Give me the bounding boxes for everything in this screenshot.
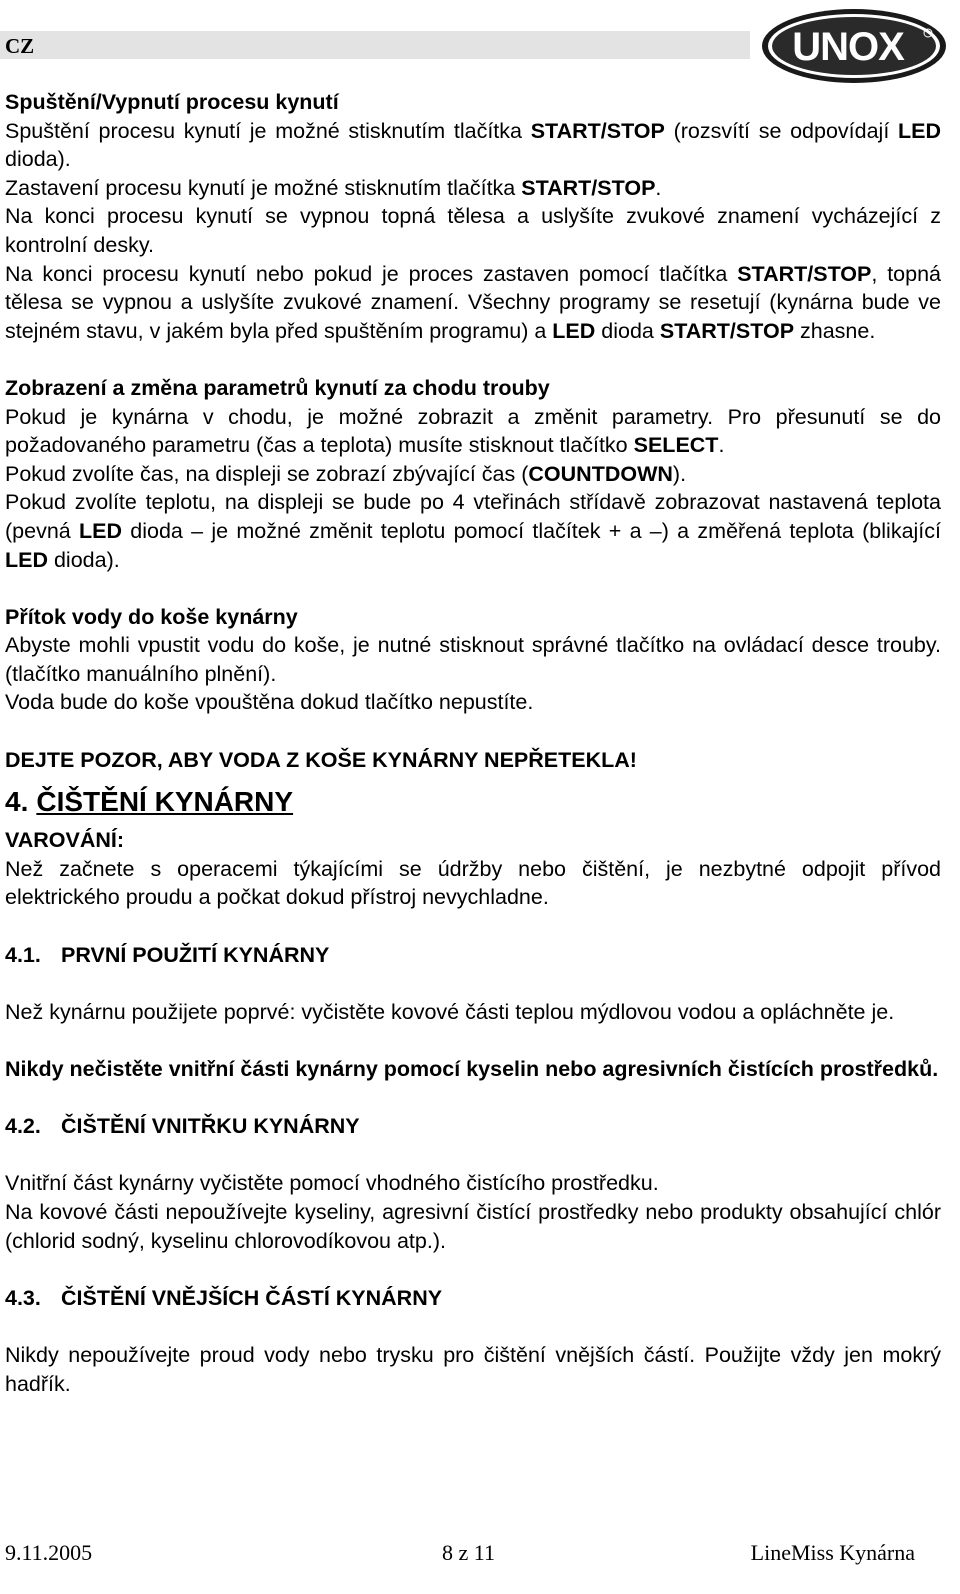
footer-page-number: 8 z 11 <box>442 1540 495 1565</box>
section-first-use <box>5 941 941 1084</box>
document-body <box>5 88 941 1398</box>
paragraph: Nikdy nečistěte vnitřní části kynárny pomocí kyselin nebo agresivních čistících prostředků. <box>5 1057 939 1081</box>
paragraph: Zastavení procesu kynutí je možné stisknutím tlačítka START/STOP. <box>5 175 662 200</box>
section-proofing-start-stop <box>5 88 941 345</box>
warning-heading: VAROVÁNÍ: <box>5 828 125 853</box>
paragraph: Pokud zvolíte teplotu, na displeji se bude po 4 vteřinách střídavě zobrazovat nastavená teplota (pevná LED dioda – je možné změnit teplotu pomocí tlačítek + a –) a změřená teplota (blikající LED dioda). <box>5 490 942 572</box>
language-code: CZ <box>5 34 35 58</box>
warning-text: DEJTE POZOR, ABY VODA Z KOŠE KYNÁRNY NEPŘETEKLA! <box>5 747 637 772</box>
footer-document-title: LineMiss Kynárna <box>750 1540 915 1565</box>
paragraph: Pokud je kynárna v chodu, je možné zobrazit a změnit parametry. Pro přesunutí se do požadovaného parametru (čas a teplota) musíte stisknout tlačítko SELECT. <box>5 404 941 458</box>
section-heading: Přítok vody do koše kynárny <box>5 604 298 629</box>
subsection-heading: 4.2. ČIŠTĚNÍ VNITŘKU KYNÁRNY <box>5 1114 360 1139</box>
paragraph: Než začnete s operacemi týkajícími se údržby nebo čištění, je nezbytné odpojit přívod elektrického proudu a počkat dokud přístroj nevychladne. <box>5 856 941 910</box>
paragraph: Voda bude do koše vpouštěna dokud tlačítko nepustíte. <box>5 690 534 715</box>
chapter-heading: 4. ČIŠTĚNÍ KYNÁRNY <box>5 786 294 818</box>
paragraph: Na konci procesu kynutí nebo pokud je proces zastaven pomocí tlačítka START/STOP, topná tělesa se vypnou a uslyšíte zvukové znamení. Všechny programy se resetují (kynárna bude ve stejném stavu, v jakém byla před spuštěním programu) a LED dioda START/STOP zhasne. <box>5 261 941 343</box>
paragraph: Na konci procesu kynutí se vypnou topná tělesa a uslyšíte zvukové znamení vycházející z kontrolní desky. <box>5 204 941 257</box>
footer-date: 9.11.2005 <box>5 1540 93 1565</box>
paragraph: Spuštění procesu kynutí je možné stisknutím tlačítka START/STOP (rozsvítí se odpovídají LED dioda). <box>5 118 941 172</box>
section-interior-cleaning <box>5 1112 941 1255</box>
subsection-heading: 4.3. ČIŠTĚNÍ VNĚJŠÍCH ČÁSTÍ KYNÁRNY <box>5 1285 443 1310</box>
subsection-heading: 4.1. PRVNÍ POUŽITÍ KYNÁRNY <box>5 942 330 967</box>
section-heading: Zobrazení a změna parametrů kynutí za chodu trouby <box>5 375 550 400</box>
unox-logo <box>760 7 948 85</box>
section-exterior-cleaning <box>5 1284 941 1398</box>
section-warning <box>5 826 941 912</box>
section-water-inlet <box>5 603 941 775</box>
header-bar <box>0 31 750 59</box>
section-heading: Spuštění/Vypnutí procesu kynutí <box>5 90 339 114</box>
paragraph: Než kynárnu použijete poprvé: vyčistěte kovové části teplou mýdlovou vodou a opláchněte je. <box>5 999 895 1024</box>
page-footer <box>5 1538 915 1568</box>
paragraph: Nikdy nepoužívejte proud vody nebo trysku pro čištění vnějších částí. Použijte vždy jen mokrý hadřík. <box>5 1342 941 1396</box>
section-parameters-display <box>5 374 941 574</box>
paragraph: Vnitřní část kynárny vyčistěte pomocí vhodného čistícího prostředku. <box>5 1171 659 1196</box>
paragraph: Abyste mohli vpustit vodu do koše, je nutné stisknout správné tlačítko na ovládací desce trouby. (tlačítko manuálního plnění). <box>5 633 941 686</box>
paragraph: Pokud zvolíte čas, na displeji se zobrazí zbývající čas (COUNTDOWN). <box>5 461 687 486</box>
logo-text: UNOX <box>792 25 904 69</box>
paragraph: Na kovové části nepoužívejte kyseliny, agresivní čistící prostředky nebo produkty obsahující chlór (chlorid sodný, kyselinu chlorovodíkovou atp.). <box>5 1199 941 1253</box>
